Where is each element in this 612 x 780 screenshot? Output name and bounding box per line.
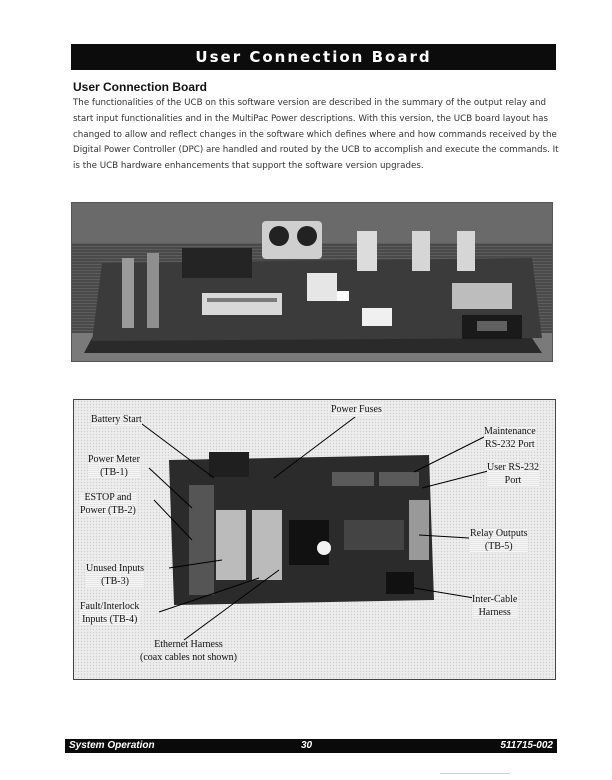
label-battery-start [91, 414, 142, 427]
label-user-rs232 [487, 462, 539, 487]
label-ethernet-line1: Ethernet Harness [154, 639, 223, 650]
label-ethernet-line2: (coax cables not shown) [140, 651, 237, 663]
label-estop-power [80, 492, 136, 517]
label-ethernet-harness [140, 639, 237, 664]
label-relay-outputs [470, 528, 528, 553]
label-unused-inputs [86, 563, 144, 588]
scan-artifact-line [440, 773, 510, 774]
label-inter-cable-line2: Harness [478, 606, 511, 618]
board-photo [71, 202, 553, 362]
footer-doc-number: 511715-002 [500, 740, 553, 751]
label-estop-line1: ESTOP and [84, 492, 132, 503]
label-maintenance-rs232 [484, 426, 536, 451]
label-relay-outputs-line2: (TB-5) [484, 540, 513, 552]
label-fault-interlock-line2: Inputs (TB-4) [82, 613, 138, 625]
board-photo-graphic [72, 203, 553, 362]
page-footer [65, 739, 557, 753]
label-inter-cable-harness [472, 594, 517, 619]
label-power-meter-line2: (TB-1) [100, 466, 128, 478]
label-maintenance-line2: RS-232 Port [484, 438, 535, 450]
label-power-meter [88, 454, 140, 479]
label-fault-interlock [80, 601, 139, 626]
page-title-bar [71, 44, 556, 70]
label-relay-outputs-line1: Relay Outputs [470, 528, 528, 539]
label-unused-inputs-line2: (TB-3) [101, 575, 129, 587]
labeled-board-figure [73, 399, 556, 680]
label-power-fuses-text: Power Fuses [331, 404, 382, 415]
label-maintenance-line1: Maintenance [484, 426, 536, 437]
footer-page-number: 30 [301, 740, 313, 751]
label-fault-interlock-line1: Fault/Interlock [80, 601, 140, 612]
label-estop-line2: Power (TB-2) [80, 504, 136, 516]
label-user-rs232-line2: Port [504, 474, 522, 486]
page-title: User Connection Board [195, 48, 432, 66]
section-heading: User Connection Board [73, 80, 208, 94]
label-unused-inputs-line1: Unused Inputs [86, 563, 145, 574]
label-power-fuses [331, 404, 382, 417]
footer-section: System Operation [69, 740, 155, 751]
label-battery-start-text: Battery Start [91, 414, 142, 425]
section-body: The functionalities of the UCB on this software version are described in the summary of the output relay and start input functionalities and in the MultiPac Power descriptions. With this version, the UCB board layout has changed to allow and reflect changes in the software which defines where and how commands received by the Digital Power Controller (DPC) are handled and routed by the UCB to accomplish and execute the commands. It is the UCB hardware enhancements that support the software version upgrades. [73, 98, 559, 172]
label-user-rs232-line1: User RS-232 [487, 462, 539, 473]
label-inter-cable-line1: Inter-Cable [472, 594, 518, 605]
label-power-meter-line1: Power Meter [88, 454, 140, 465]
